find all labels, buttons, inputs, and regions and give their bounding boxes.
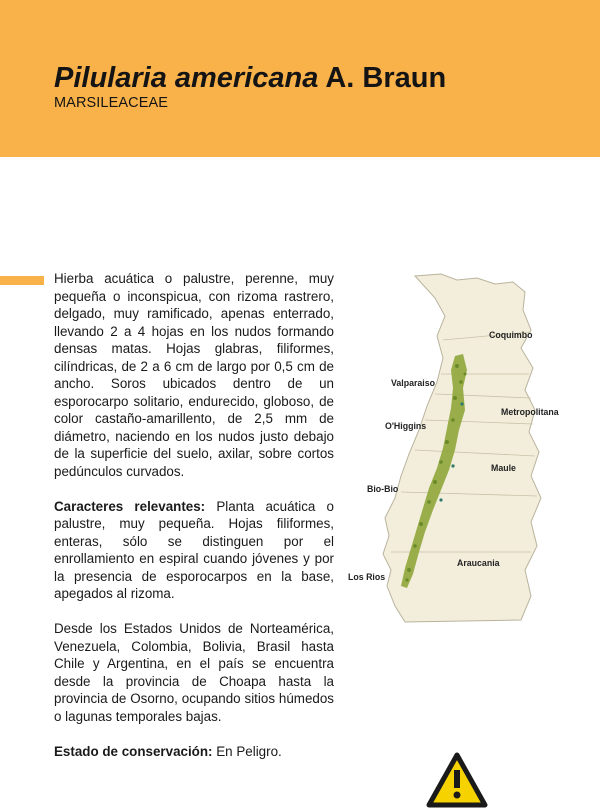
region-label-araucania: Araucania (457, 558, 500, 568)
region-label-maule: Maule (491, 463, 516, 473)
region-label-losrios: Los Rios (348, 572, 386, 582)
region-label-coquimbo: Coquimbo (489, 330, 533, 340)
conservation-label: Estado de conservación: (54, 743, 213, 759)
conservation-paragraph (54, 743, 334, 761)
species-title (54, 60, 446, 96)
accent-bar (0, 276, 44, 285)
region-label-valparaiso: Valparaiso (391, 378, 436, 388)
conservation-value: En Peligro. (212, 743, 282, 759)
region-label-metropolitana: Metropolitana (501, 407, 559, 417)
family-name: MARSILEACEAE (54, 95, 169, 111)
relevant-characters-paragraph (54, 498, 334, 603)
warning-triangle-icon (426, 752, 488, 808)
relevant-characters-label: Caracteres relevantes: (54, 498, 206, 514)
distribution-paragraph: Desde los Estados Unidos de Norteamérica, Venezuela, Colombia, Bolivia, Brasil hasta Chile y Argentina, en el país se encuentra desde la provincia de Choapa hasta la provincia de Osorno, ocupando sitios húmedos o lagunas temporales bajas. (54, 621, 334, 724)
distribution-map (345, 270, 559, 625)
region-label-ohiggins: O'Higgins (385, 421, 427, 431)
description-paragraph: Hierba acuática o palustre, perenne, muy pequeña o inconspicua, con rizoma rastrero, delgado, muy ramificado, apenas enterrado, llevando 2 a 4 hojas en los nudos formando densas matas. Hojas glabras, filiformes, cilíndricas, de 2 a 6 cm de largo por 0,5 cm de ancho. Soros ubicados dentro de un esporocarpo solitario, endurecido, globoso, de color castaño-amarillento, de 2,5 mm de diámetro, naciendo en los nudos justo debajo de la superficie del suelo, axilar, sobre cortos pedúnculos curvados. (54, 271, 334, 479)
description-column (54, 270, 334, 778)
relevant-characters-text: Planta acuática o palustre, muy pequeña. Hojas filiformes, enteras, sólo se distinguen por el enrollamiento en espiral cuando jóvenes y por la presencia de esporocarpos en la base, apegados al rizoma. (54, 498, 334, 601)
region-label-biobio: Bio-Bio (367, 484, 399, 494)
species-author: A. Braun (318, 62, 447, 94)
header-band (0, 0, 600, 157)
species-name: Pilularia americana (54, 62, 319, 94)
